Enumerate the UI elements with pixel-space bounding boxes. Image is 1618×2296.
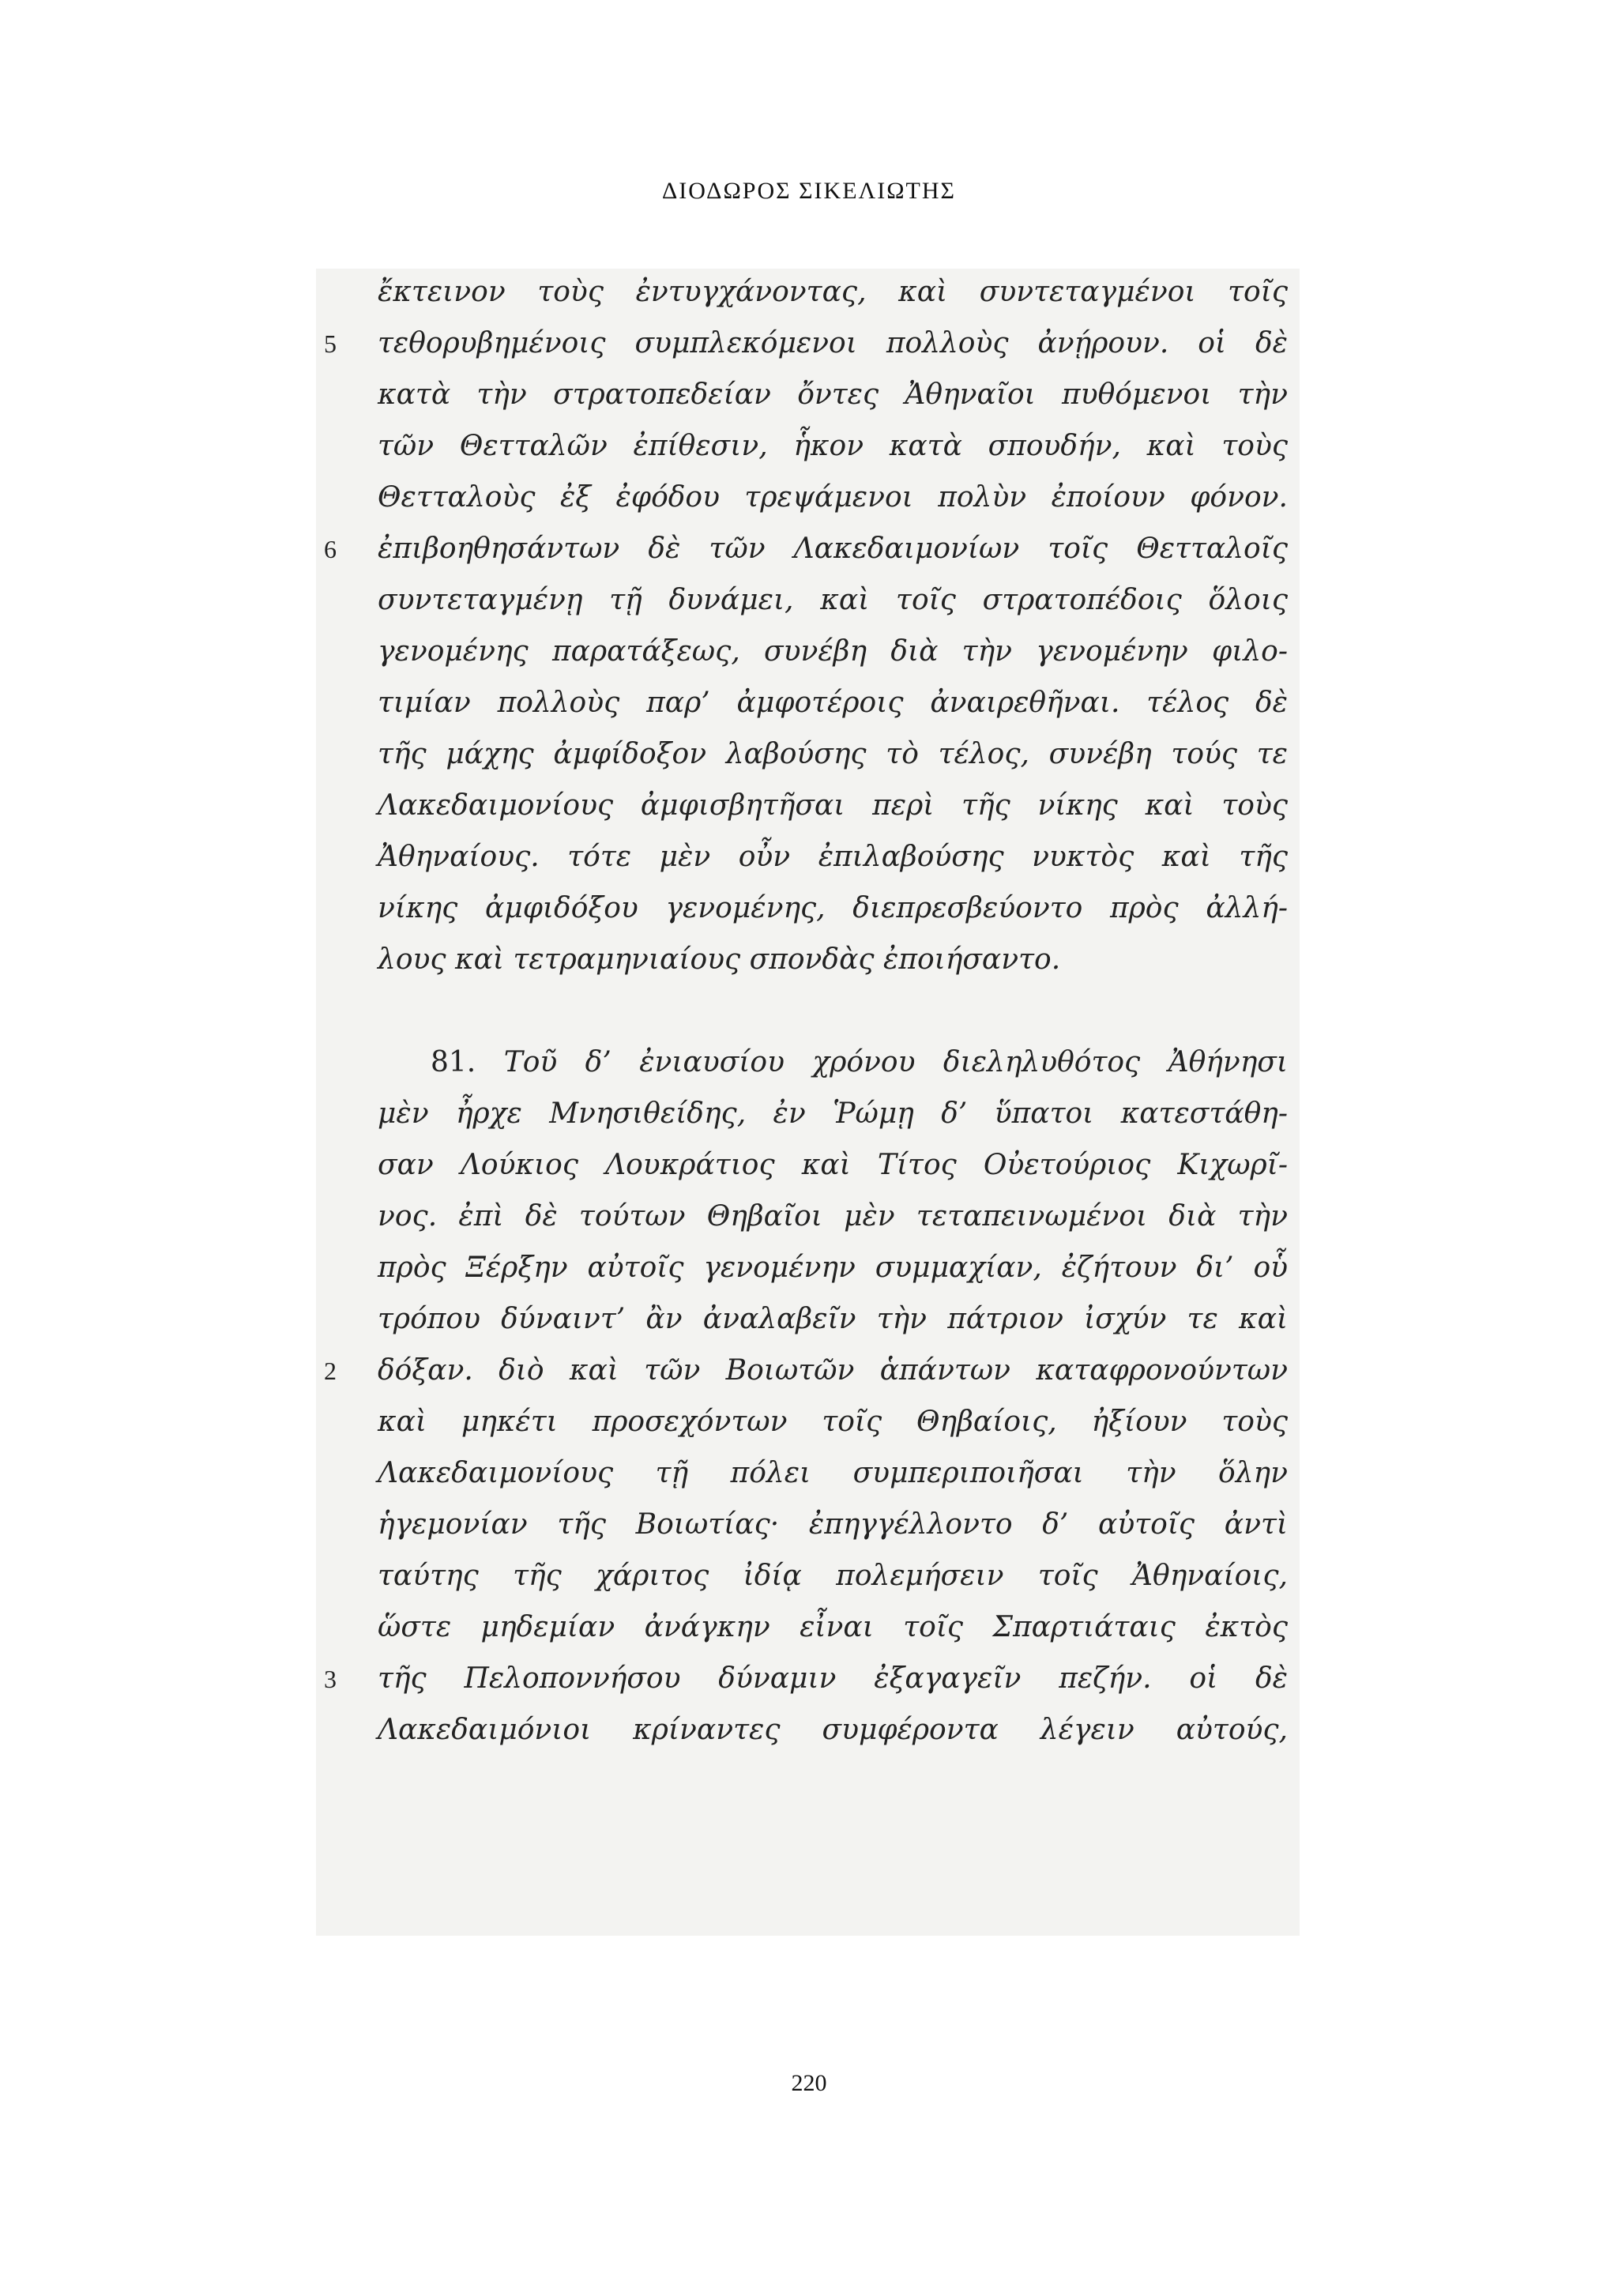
text-line: σαν Λούκιος Λουκράτιος καὶ Τίτος Οὐετούριος Κιχωρῖ-: [378, 1149, 1288, 1181]
margin-number: 6: [324, 535, 337, 563]
text-line: νίκης ἀμφιδόξου γενομένης, διεπρεσβεύοντο πρὸς ἀλλή-: [378, 892, 1288, 924]
text-line: τῶν Θετταλῶν ἐπίθεσιν, ἧκον κατὰ σπουδήν, καὶ τοὺς: [378, 430, 1288, 462]
text-line: ἡγεμονίαν τῆς Βοιωτίας· ἐπηγγέλλοντο δ’ αὐτοῖς ἀντὶ: [378, 1508, 1288, 1541]
text-line: Ἀθηναίους. τότε μὲν οὖν ἐπιλαβούσης νυκτὸς καὶ τῆς: [378, 841, 1288, 873]
text-line: τῆς Πελοποννήσου δύναμιν ἐξαγαγεῖν πεζήν. οἱ δὲ: [378, 1662, 1288, 1695]
text-line: ἐπιβοηθησάντων δὲ τῶν Λακεδαιμονίων τοῖς Θετταλοῖς: [378, 533, 1288, 565]
text-line: συντεταγμένῃ τῇ δυνάμει, καὶ τοῖς στρατοπέδοις ὅλοις: [378, 584, 1288, 616]
chapter-first-line: [431, 1043, 1288, 1082]
text-line: νος. ἐπὶ δὲ τούτων Θηβαῖοι μὲν τεταπεινωμένοι διὰ τὴν: [378, 1200, 1288, 1233]
text-line: ταύτης τῆς χάριτος ἰδίᾳ πολεμήσειν τοῖς Ἀθηναίοις,: [378, 1560, 1288, 1592]
text-line: τεθορυβημένοις συμπλεκόμενοι πολλοὺς ἀνῄρουν. οἱ δὲ: [378, 327, 1288, 359]
text-line: ἔκτεινον τοὺς ἐντυγχάνοντας, καὶ συντεταγμένοι τοῖς: [378, 276, 1288, 308]
margin-number: 2: [324, 1357, 337, 1385]
running-head: ΔΙΟΔΩΡΟΣ ΣΙΚΕΛΙΩΤΗΣ: [661, 178, 957, 204]
text-line: Λακεδαιμονίους ἀμφισβητῆσαι περὶ τῆς νίκης καὶ τοὺς: [378, 789, 1288, 822]
text-line: καὶ μηκέτι προσεχόντων τοῖς Θηβαίοις, ἠξίουν τοὺς: [378, 1406, 1288, 1438]
text-line: λους καὶ τετραμηνιαίους σπονδὰς ἐποιήσαντο.: [378, 943, 1061, 976]
text-line: Θετταλοὺς ἐξ ἐφόδου τρεψάμενοι πολὺν ἐποίουν φόνον.: [378, 481, 1288, 514]
text-line: τιμίαν πολλοὺς παρ’ ἀμφοτέροις ἀναιρεθῆναι. τέλος δὲ: [378, 687, 1288, 719]
text-line: γενομένης παρατάξεως, συνέβη διὰ τὴν γενομένην φιλο-: [378, 635, 1288, 668]
margin-number: 3: [324, 1665, 337, 1693]
text-line: τῆς μάχης ἀμφίδοξον λαβούσης τὸ τέλος, συνέβη τούς τε: [378, 738, 1288, 770]
text-line: Λακεδαιμονίους τῇ πόλει συμπεριποιῆσαι τὴν ὅλην: [378, 1457, 1288, 1489]
chapter-number: 81.: [431, 1046, 476, 1078]
text-line: κατὰ τὴν στρατοπεδείαν ὄντες Ἀθηναῖοι πυθόμενοι τὴν: [378, 378, 1288, 411]
text-line: πρὸς Ξέρξην αὐτοῖς γενομένην συμμαχίαν, ἐζήτουν δι’ οὗ: [378, 1252, 1288, 1284]
text-line: Λακεδαιμόνιοι κρίναντες συμφέροντα λέγειν αὐτούς,: [378, 1714, 1288, 1746]
text-line: τρόπου δύναιντ’ ἂν ἀναλαβεῖν τὴν πάτριον ἰσχύν τε καὶ: [378, 1303, 1288, 1335]
margin-number: 5: [324, 329, 337, 358]
text-line: δόξαν. διὸ καὶ τῶν Βοιωτῶν ἁπάντων καταφρονούντων: [378, 1354, 1288, 1387]
text-line: μὲν ἦρχε Μνησιθείδης, ἐν Ῥώμῃ δ’ ὕπατοι κατεστάθη-: [378, 1097, 1288, 1130]
page-number: 220: [791, 2070, 827, 2096]
text-line: ὥστε μηδεμίαν ἀνάγκην εἶναι τοῖς Σπαρτιάταις ἐκτὸς: [378, 1611, 1288, 1643]
chapter-first-line-text: Τοῦ δ’ ἐνιαυσίου χρόνου διεληλυθότος Ἀθήνησι: [503, 1046, 1288, 1078]
